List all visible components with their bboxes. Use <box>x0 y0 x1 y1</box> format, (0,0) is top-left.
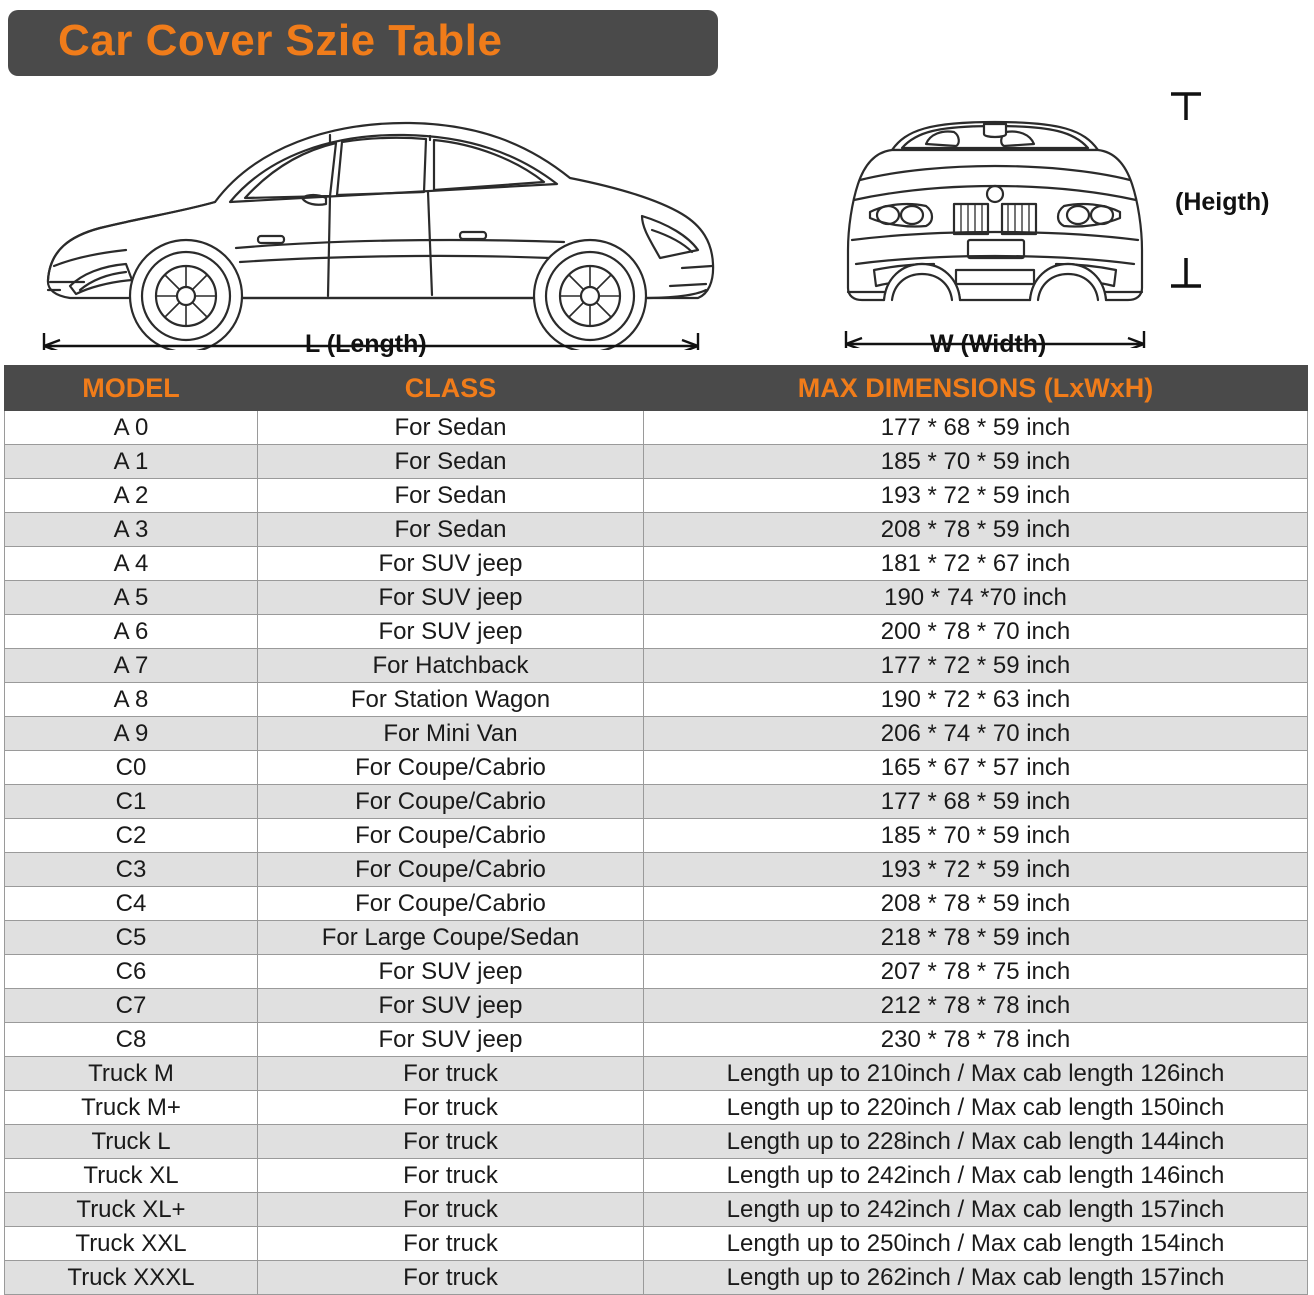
cell-model: A 1 <box>5 445 258 479</box>
width-label: W (Width) <box>930 330 1047 358</box>
cell-max-dimensions: Length up to 210inch / Max cab length 126inch <box>644 1057 1308 1091</box>
table-row <box>5 921 1308 955</box>
cell-class: For truck <box>258 1227 644 1261</box>
table-row <box>5 445 1308 479</box>
cell-max-dimensions: 207 * 78 * 75 inch <box>644 955 1308 989</box>
cell-class: For Coupe/Cabrio <box>258 819 644 853</box>
cell-class: For SUV jeep <box>258 547 644 581</box>
cell-class: For truck <box>258 1159 644 1193</box>
cell-class: For SUV jeep <box>258 989 644 1023</box>
table-row <box>5 479 1308 513</box>
cell-class: For Station Wagon <box>258 683 644 717</box>
cell-model: Truck XXXL <box>5 1261 258 1295</box>
cell-class: For truck <box>258 1125 644 1159</box>
cell-model: Truck XL <box>5 1159 258 1193</box>
cell-max-dimensions: Length up to 250inch / Max cab length 154inch <box>644 1227 1308 1261</box>
table-row <box>5 1193 1308 1227</box>
cell-model: A 9 <box>5 717 258 751</box>
table-row <box>5 1261 1308 1295</box>
cell-class: For SUV jeep <box>258 955 644 989</box>
table-row <box>5 1227 1308 1261</box>
cell-model: C3 <box>5 853 258 887</box>
cell-max-dimensions: 181 * 72 * 67 inch <box>644 547 1308 581</box>
cell-class: For truck <box>258 1261 644 1295</box>
cell-model: C2 <box>5 819 258 853</box>
size-table <box>4 365 1308 1295</box>
cell-model: C1 <box>5 785 258 819</box>
table-row <box>5 989 1308 1023</box>
table-row <box>5 1057 1308 1091</box>
illustration-area <box>0 80 1314 365</box>
cell-model: A 2 <box>5 479 258 513</box>
cell-max-dimensions: 218 * 78 * 59 inch <box>644 921 1308 955</box>
cell-max-dimensions: Length up to 242inch / Max cab length 146inch <box>644 1159 1308 1193</box>
cell-class: For Coupe/Cabrio <box>258 853 644 887</box>
column-header-class: CLASS <box>258 366 644 411</box>
table-row <box>5 1091 1308 1125</box>
table-row <box>5 955 1308 989</box>
table-row <box>5 683 1308 717</box>
cell-class: For Sedan <box>258 411 644 445</box>
cell-class: For truck <box>258 1057 644 1091</box>
cell-model: Truck M <box>5 1057 258 1091</box>
cell-class: For Sedan <box>258 445 644 479</box>
cell-max-dimensions: 165 * 67 * 57 inch <box>644 751 1308 785</box>
cell-class: For Sedan <box>258 479 644 513</box>
cell-model: A 5 <box>5 581 258 615</box>
cell-max-dimensions: Length up to 228inch / Max cab length 144inch <box>644 1125 1308 1159</box>
cell-class: For SUV jeep <box>258 615 644 649</box>
cell-max-dimensions: 193 * 72 * 59 inch <box>644 853 1308 887</box>
cell-model: A 4 <box>5 547 258 581</box>
cell-class: For Coupe/Cabrio <box>258 785 644 819</box>
cell-max-dimensions: 190 * 74 *70 inch <box>644 581 1308 615</box>
table-row <box>5 615 1308 649</box>
cell-class: For truck <box>258 1193 644 1227</box>
table-row <box>5 887 1308 921</box>
cell-max-dimensions: Length up to 262inch / Max cab length 157inch <box>644 1261 1308 1295</box>
cell-model: C0 <box>5 751 258 785</box>
cell-max-dimensions: 212 * 78 * 78 inch <box>644 989 1308 1023</box>
cell-max-dimensions: 230 * 78 * 78 inch <box>644 1023 1308 1057</box>
cell-max-dimensions: 177 * 68 * 59 inch <box>644 411 1308 445</box>
table-body <box>5 411 1308 1295</box>
cell-max-dimensions: 177 * 72 * 59 inch <box>644 649 1308 683</box>
cell-class: For Mini Van <box>258 717 644 751</box>
cell-max-dimensions: 185 * 70 * 59 inch <box>644 445 1308 479</box>
table-row <box>5 547 1308 581</box>
cell-class: For truck <box>258 1091 644 1125</box>
column-header-max-dimensions: MAX DIMENSIONS (LxWxH) <box>644 366 1308 411</box>
cell-model: C5 <box>5 921 258 955</box>
table-row <box>5 649 1308 683</box>
cell-model: C4 <box>5 887 258 921</box>
table-row <box>5 717 1308 751</box>
size-table-container <box>0 365 1314 1295</box>
table-row <box>5 819 1308 853</box>
cell-class: For Coupe/Cabrio <box>258 751 644 785</box>
cell-class: For Coupe/Cabrio <box>258 887 644 921</box>
cell-max-dimensions: Length up to 242inch / Max cab length 157inch <box>644 1193 1308 1227</box>
cell-class: For Hatchback <box>258 649 644 683</box>
cell-model: Truck XXL <box>5 1227 258 1261</box>
cell-model: A 6 <box>5 615 258 649</box>
cell-model: C8 <box>5 1023 258 1057</box>
cell-model: A 8 <box>5 683 258 717</box>
cell-max-dimensions: 190 * 72 * 63 inch <box>644 683 1308 717</box>
cell-model: A 7 <box>5 649 258 683</box>
cell-max-dimensions: 208 * 78 * 59 inch <box>644 513 1308 547</box>
length-label: L (Length) <box>305 330 427 358</box>
height-label: (Heigth) <box>1175 188 1270 216</box>
column-header-model: MODEL <box>5 366 258 411</box>
table-row <box>5 1159 1308 1193</box>
cell-max-dimensions: 206 * 74 * 70 inch <box>644 717 1308 751</box>
table-header-row <box>5 366 1308 411</box>
cell-model: Truck L <box>5 1125 258 1159</box>
table-row <box>5 751 1308 785</box>
cell-class: For SUV jeep <box>258 581 644 615</box>
cell-max-dimensions: 177 * 68 * 59 inch <box>644 785 1308 819</box>
cell-model: Truck XL+ <box>5 1193 258 1227</box>
cell-model: C7 <box>5 989 258 1023</box>
table-row <box>5 1125 1308 1159</box>
table-row <box>5 785 1308 819</box>
table-row <box>5 1023 1308 1057</box>
cell-max-dimensions: 185 * 70 * 59 inch <box>644 819 1308 853</box>
cell-model: A 0 <box>5 411 258 445</box>
cell-class: For SUV jeep <box>258 1023 644 1057</box>
table-row <box>5 853 1308 887</box>
side-view-car-illustration <box>30 90 730 350</box>
cell-class: For Sedan <box>258 513 644 547</box>
table-row <box>5 581 1308 615</box>
cell-model: A 3 <box>5 513 258 547</box>
cell-model: Truck M+ <box>5 1091 258 1125</box>
table-row <box>5 411 1308 445</box>
table-row <box>5 513 1308 547</box>
page-title: Car Cover Szie Table <box>58 16 503 65</box>
cell-max-dimensions: 208 * 78 * 59 inch <box>644 887 1308 921</box>
cell-max-dimensions: 193 * 72 * 59 inch <box>644 479 1308 513</box>
cell-class: For Large Coupe/Sedan <box>258 921 644 955</box>
cell-model: C6 <box>5 955 258 989</box>
cell-max-dimensions: Length up to 220inch / Max cab length 150inch <box>644 1091 1308 1125</box>
front-view-car-illustration <box>830 88 1160 348</box>
cell-max-dimensions: 200 * 78 * 70 inch <box>644 615 1308 649</box>
